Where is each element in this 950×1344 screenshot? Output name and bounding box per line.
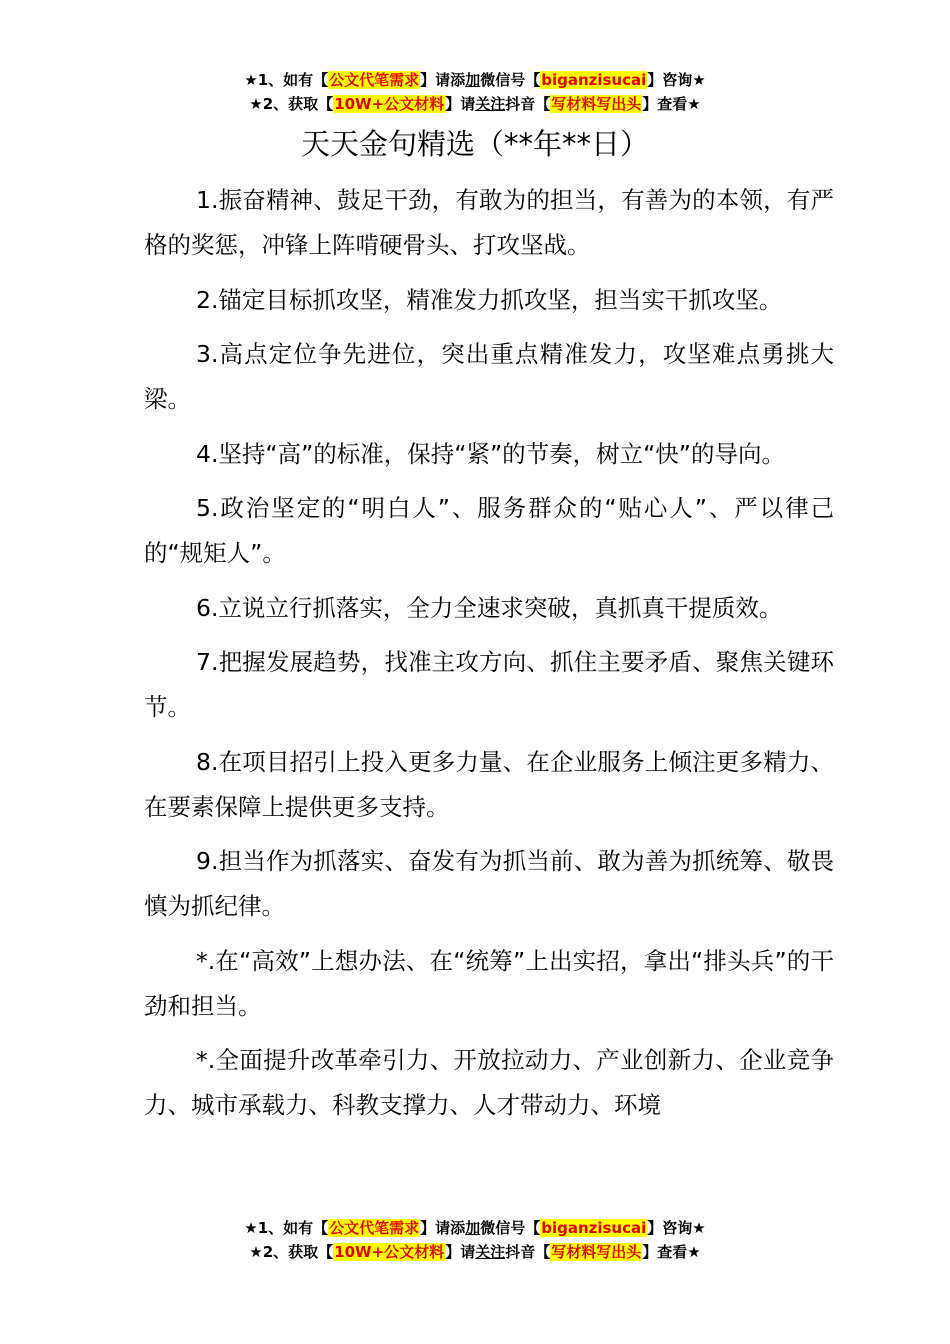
banner-text: 微信号【 <box>480 71 541 89</box>
banner-underlined: 关注 <box>475 1243 506 1261</box>
banner-line-1 <box>0 68 950 92</box>
paragraph: 8.在项目招引上投入更多力量、在企业服务上倾注更多精力、在要素保障上提供更多支持。 <box>144 747 834 821</box>
banner-text: 】咨询★ <box>647 71 706 89</box>
banner-underlined: 加 <box>465 1219 481 1237</box>
banner-highlight: 10W+公文材料 <box>334 95 445 113</box>
paragraph: 6.立说立行抓落实，全力全速求突破，真抓真干提质效。 <box>196 593 783 622</box>
paragraph: 3.高点定位争先进位，突出重点精准发力，攻坚难点勇挑大梁。 <box>144 340 834 413</box>
paragraph: *.全面提升改革牵引力、开放拉动力、产业创新力、企业竞争力、城市承载力、科教支撑力、人才带动力、环境 <box>144 1046 834 1119</box>
paragraph: 1.振奋精神、鼓足干劲，有敢为的担当，有善为的本领，有严格的奖惩，冲锋上阵啃硬骨头、打攻坚战。 <box>144 186 834 259</box>
banner-text: 抖音【 <box>505 95 551 113</box>
paragraph: 7.把握发展趋势，找准主攻方向、抓住主要矛盾、聚焦关键环节。 <box>144 648 834 721</box>
banner-underlined: 关注 <box>475 95 506 113</box>
paragraph: 4.坚持“高”的标准，保持“紧”的节奏，树立“快”的导向。 <box>196 439 785 468</box>
banner-line-1 <box>0 1216 950 1240</box>
banner-text: ★2、获取【 <box>249 95 334 113</box>
document-body <box>144 178 834 1138</box>
banner-text: 】请 <box>445 1243 476 1261</box>
banner-douyin-id: 写材料写出头 <box>551 95 642 113</box>
paragraph: *.在“高效”上想办法、在“统筹”上出实招，拿出“排头兵”的干劲和担当。 <box>144 946 834 1020</box>
banner-text: 】查看★ <box>642 1243 701 1261</box>
banner-line-2 <box>0 1240 950 1264</box>
paragraph: 5.政治坚定的“明白人”、服务群众的“贴心人”、严以律己的“规矩人”。 <box>144 494 834 567</box>
banner-text: 微信号【 <box>480 1219 541 1237</box>
banner-highlight: 公文代笔需求 <box>329 1219 420 1237</box>
document-title: 天天金句精选（**年**日） <box>300 127 649 161</box>
banner-text: 】请添 <box>420 1219 466 1237</box>
footer-banner <box>0 1216 950 1264</box>
banner-line-2 <box>0 92 950 116</box>
banner-underlined: 加 <box>465 71 481 89</box>
banner-text: 】请 <box>445 95 476 113</box>
paragraph: 9.担当作为抓落实、奋发有为抓当前、敢为善为抓统筹、敬畏慎为抓纪律。 <box>144 847 834 920</box>
banner-text: ★2、获取【 <box>249 1243 334 1261</box>
banner-wechat-id: biganzisucai <box>541 71 647 89</box>
banner-text: 】查看★ <box>642 95 701 113</box>
header-banner <box>0 68 950 116</box>
banner-highlight: 10W+公文材料 <box>334 1243 445 1261</box>
paragraph: 2.锚定目标抓攻坚，精准发力抓攻坚，担当实干抓攻坚。 <box>196 285 783 314</box>
banner-text: 抖音【 <box>505 1243 551 1261</box>
banner-text: 】请添 <box>420 71 466 89</box>
banner-text: ★1、如有【 <box>244 1219 329 1237</box>
banner-text: 】咨询★ <box>647 1219 706 1237</box>
banner-wechat-id: biganzisucai <box>541 1219 647 1237</box>
banner-douyin-id: 写材料写出头 <box>551 1243 642 1261</box>
banner-highlight: 公文代笔需求 <box>329 71 420 89</box>
banner-text: ★1、如有【 <box>244 71 329 89</box>
